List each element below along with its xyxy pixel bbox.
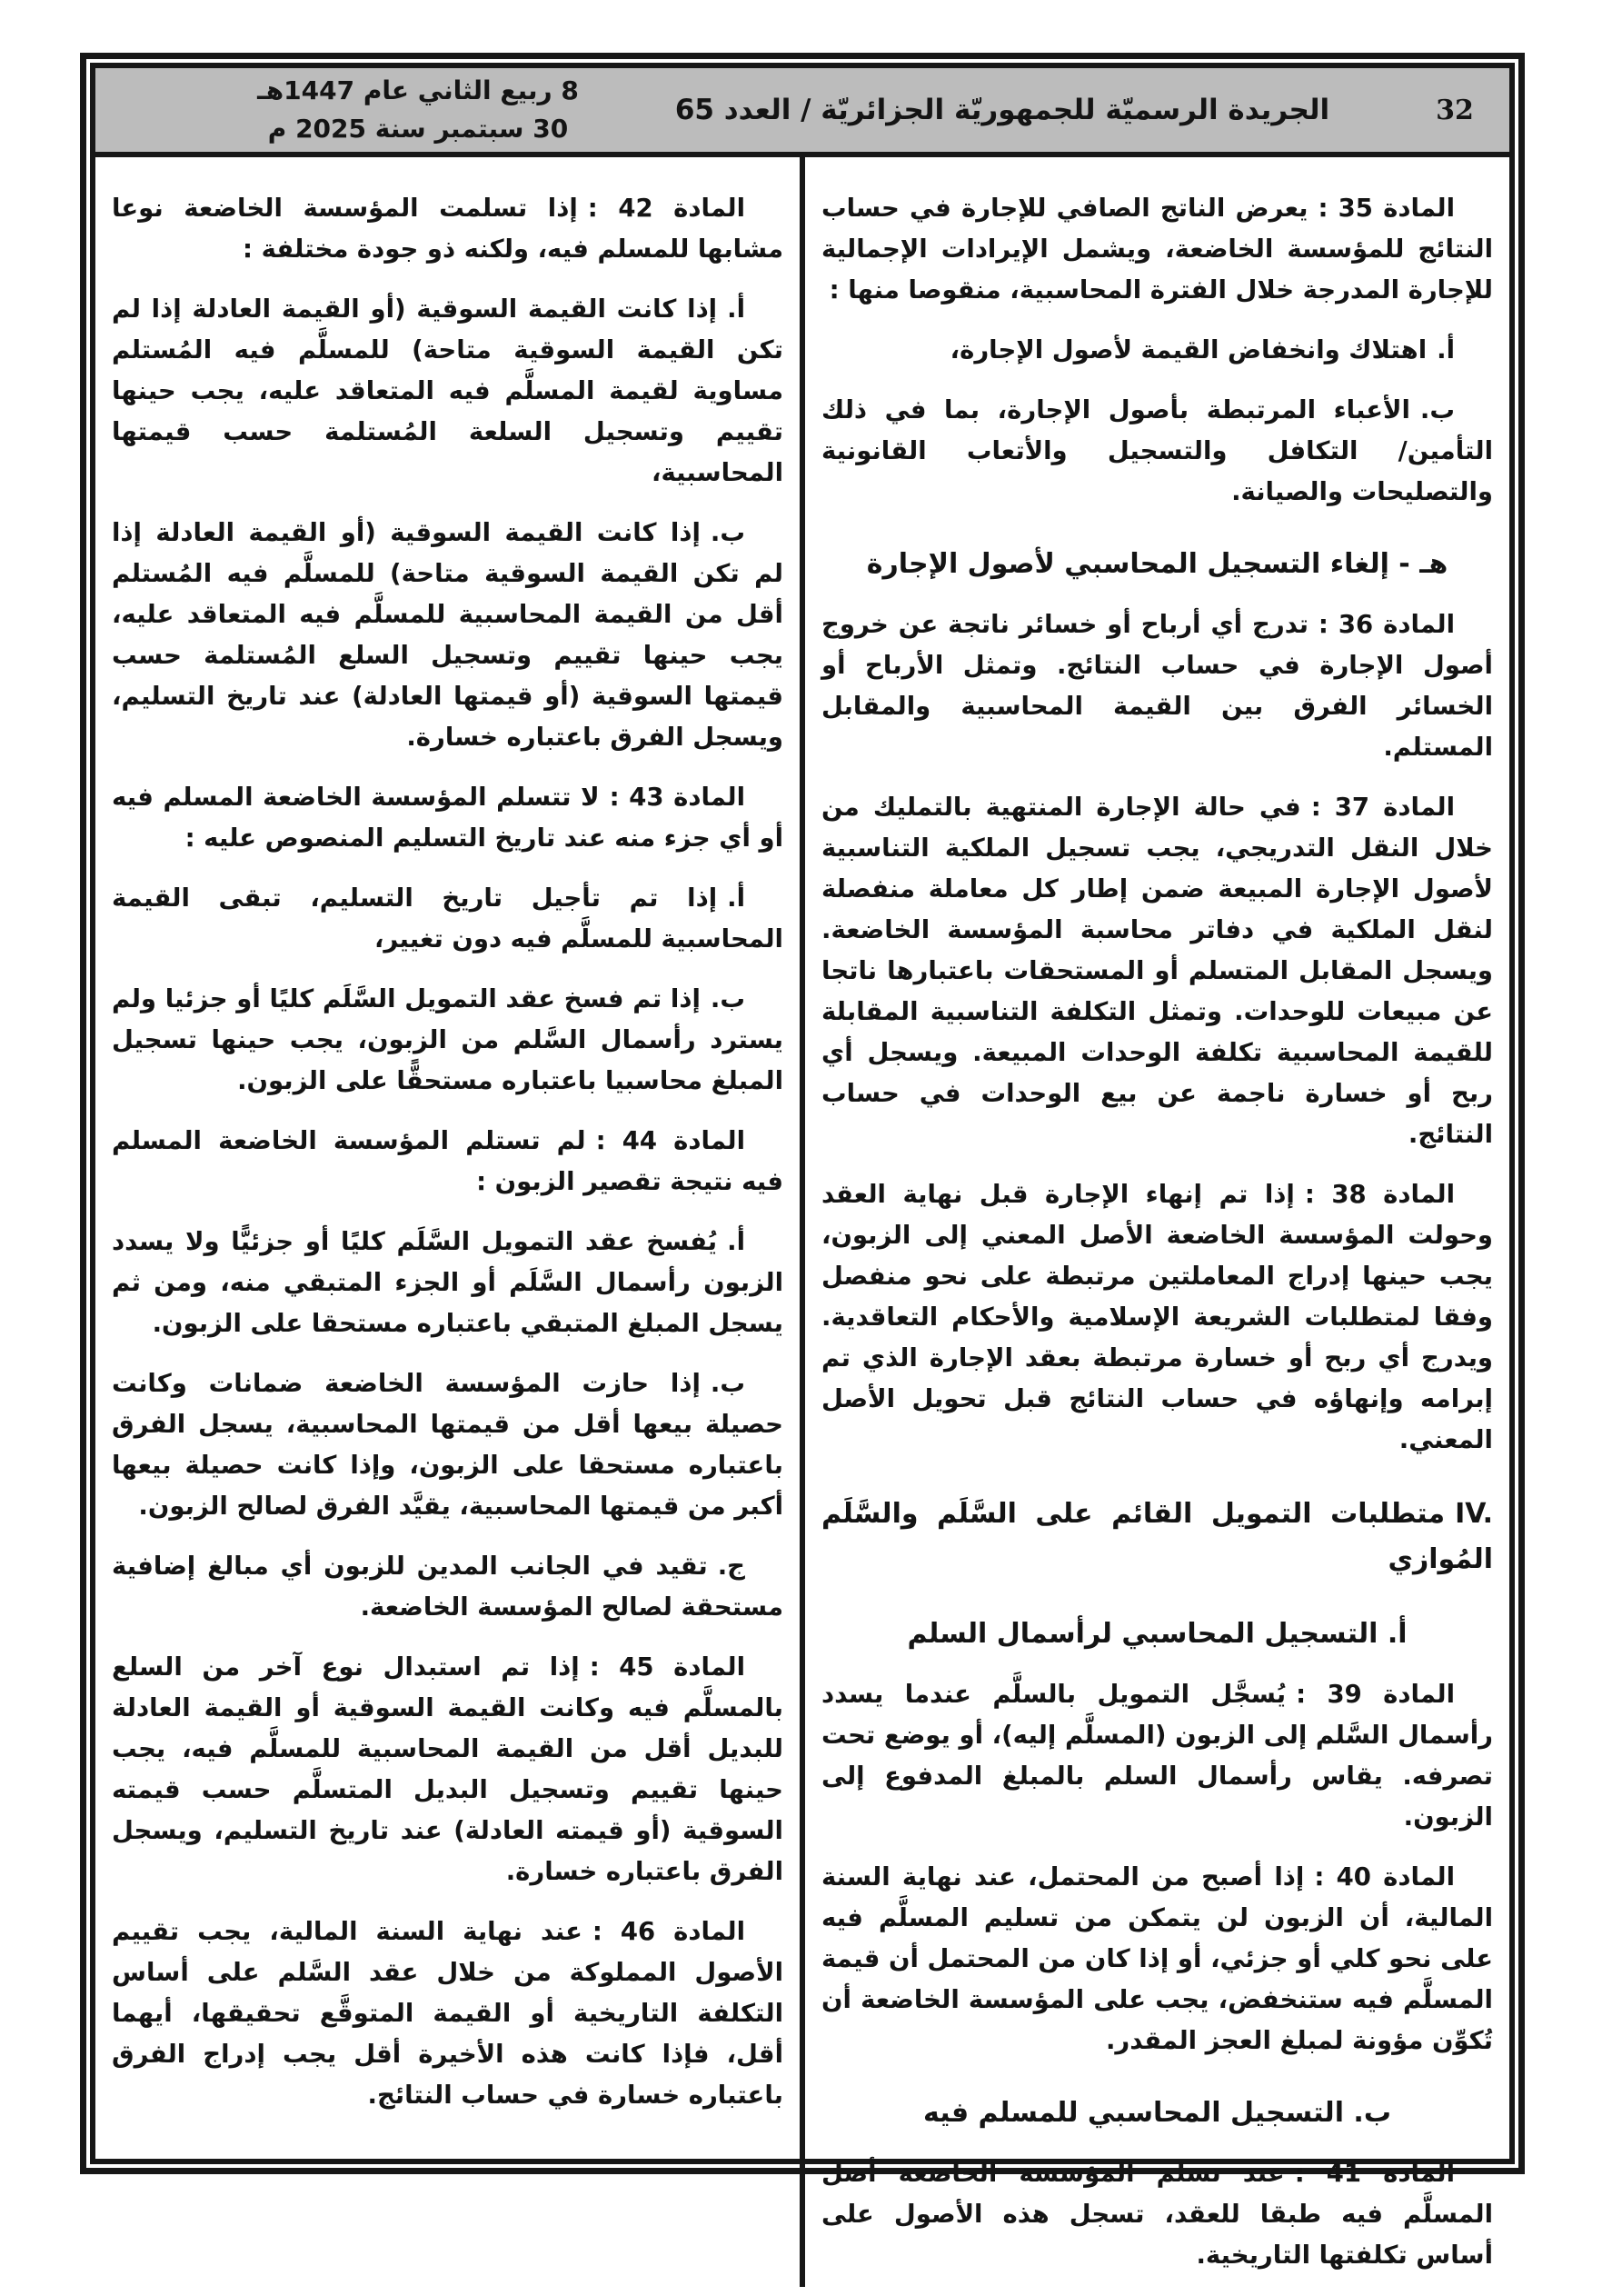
issue-dates: [232, 72, 604, 148]
article-40-label: المادة 40 :: [1314, 1862, 1456, 1892]
article-44-text: لم تستلم المؤسسة الخاضعة المسلم فيه نتيجة تقصير الزبون :: [112, 1126, 783, 1196]
date-gregorian: 30 سبتمبر سنة 2025 م: [267, 114, 569, 144]
item-43-a-text: إذا تم تأجيل تاريخ التسليم، تبقى القيمة المحاسبية للمسلَّم فيه دون تغيير،: [112, 883, 783, 953]
article-43-text: لا تتسلم المؤسسة الخاضعة المسلم فيه أو أي جزء منه عند تاريخ التسليم المنصوص عليه :: [112, 783, 783, 853]
article-39: [821, 1674, 1493, 1838]
item-44-c: [112, 1546, 783, 1628]
article-41-text: عند تسلم المؤسسة الخاضعة أصل المسلَّم فيه طبقا للعقد، تسجل هذه الأصول على أساس تكلفتها التاريخية.: [821, 2159, 1493, 2270]
item-42-a-text: إذا كانت القيمة السوقية (أو القيمة العادلة إذا لم تكن القيمة السوقية متاحة) للمسلَّم فيه المُستلم مساوية لقيمة المسلَّم فيه المتعاقد عليه، يجب حينها تقييم وتسجيل السلعة المُستلمة حسب قيمتها المحاسبية،: [112, 294, 783, 487]
article-36: [821, 604, 1493, 768]
article-39-label: المادة 39 :: [1296, 1680, 1456, 1709]
item-42-a-label: أ.: [727, 294, 745, 324]
article-37-text: في حالة الإجارة المنتهية بالتمليك من خلال النقل التدريجي، يجب تسجيل الملكية التناسبية لأصول الإجارة المبيعة ضمن إطار كل معاملة منفصلة لنقل الملكية في دفاتر محاسبة المؤسسة الخاضعة. ويسجل المقابل المتسلم أو المستحقات باعتبارها ناتجا عن مبيعات للوحدات. وتمثل التكلفة التناسبية المقابلة للقيمة المحاسبية تكلفة الوحدات المبيعة. ويسجل أي ربح أو خسارة ناجمة عن بيع الوحدات في حساب النتائج.: [821, 793, 1493, 1149]
article-45: [112, 1647, 783, 1892]
article-43: [112, 777, 783, 859]
issue-dates-zone: [95, 72, 604, 148]
article-35-text: يعرض الناتج الصافي للإجارة في حساب النتائج للمؤسسة الخاضعة، ويشمل الإيرادات الإجمالية للإجارة المدرجة خلال الفترة المحاسبية، منقوصا منها :: [821, 194, 1493, 304]
item-43-a: [112, 878, 783, 960]
article-35-label: المادة 35 :: [1318, 194, 1456, 223]
inner-frame: [90, 63, 1515, 2270]
section-heading-iv-text: متطلبات التمويل القائم على السَّلَم والسَّلَم المُوازي: [821, 1498, 1493, 1575]
page-number: 32: [1436, 94, 1474, 126]
subsection-heading-a: أ. التسجيل المحاسبي لرأسمال السلم: [907, 1618, 1408, 1650]
article-38: [821, 1174, 1493, 1461]
article-44-label: المادة 44 :: [595, 1126, 746, 1155]
journal-title: الجريدة الرسميّة للجمهوريّة الجزائريّة / العدد 65: [674, 94, 1330, 126]
item-43-b-text: إذا تم فسخ عقد التمويل السَّلَم كليًا أو جزئيا ولم يسترد رأسمال السَّلم من الزبون، يجب حينها تسجيل المبلغ محاسبيا باعتباره مستحقًّا على الزبون.: [112, 984, 783, 1095]
item-b-label: ب.: [1419, 395, 1455, 424]
item-a-label: أ.: [1437, 335, 1455, 364]
item-42-a: [112, 289, 783, 494]
item-43-b: [112, 979, 783, 1102]
page-header: [95, 68, 1509, 157]
column-divider: [800, 157, 805, 2287]
article-42-text: إذا تسلمت المؤسسة الخاضعة نوعا مشابها للمسلم فيه، ولكنه ذو جودة مختلفة :: [112, 194, 783, 264]
article-45-text: إذا تم استبدال نوع آخر من السلع بالمسلَّم فيه وكانت القيمة السوقية أو القيمة العادلة للبديل أقل من القيمة المحاسبية للمسلَّم فيه، يجب حينها تقييم وتسجيل البديل المتسلَّم حسب قيمته السوقية (أو قيمته العادلة) عند تاريخ التسليم، ويسجل الفرق باعتباره خسارة.: [112, 1652, 783, 1886]
page-number-zone: [1400, 95, 1509, 126]
item-44-c-text: تقيد في الجانب المدين للزبون أي مبالغ إضافية مستحقة لصالح المؤسسة الخاضعة.: [112, 1552, 783, 1622]
article-37-label: المادة 37 :: [1310, 793, 1456, 822]
item-43-a-label: أ.: [727, 883, 745, 913]
item-44-a-text: يُفسخ عقد التمويل السَّلَم كليًا أو جزئيًّا ولا يسدد الزبون رأسمال السَّلَم أو الجزء المتبقي منه، ومن ثم يسجل المبلغ المتبقي باعتباره مستحقا على الزبون.: [112, 1227, 783, 1338]
article-42: [112, 188, 783, 270]
column-right: [805, 157, 1509, 2287]
article-36-label: المادة 36 :: [1318, 610, 1455, 639]
item-44-b: [112, 1363, 783, 1527]
article-46-label: المادة 46 :: [592, 1917, 746, 1946]
item-b-text: الأعباء المرتبطة بأصول الإجارة، بما في ذلك التأمين/ التكافل والتسجيل والأتعاب القانونية والتصليحات والصيانة.: [821, 395, 1493, 506]
section-heading-iv: [821, 1492, 1493, 1582]
item-b: [821, 390, 1493, 513]
item-44-b-label: ب.: [710, 1369, 745, 1398]
article-40: [821, 1857, 1493, 2061]
article-38-text: إذا تم إنهاء الإجارة قبل نهاية العقد وحولت المؤسسة الخاضعة الأصل المعني إلى الزبون، يجب حينها إدراج المعاملتين مرتبطة على نحو منفصل وفقا لمتطلبات الشريعة الإسلامية والأحكام التعاقدية. ويدرج أي ربح أو خسارة مرتبطة بعقد الإجارة الذي تم إبرامه وإنهاؤه في حساب النتائج قبل تحويل الأصل المعني.: [821, 1180, 1493, 1454]
article-35: [821, 188, 1493, 311]
item-42-b-text: إذا كانت القيمة السوقية (أو القيمة العادلة إذا لم تكن القيمة السوقية متاحة) للمسلَّم فيه المُستلم أقل من القيمة المحاسبية للمسلَّم فيه المتعاقد عليه، يجب حينها تقييم وتسجيل السلع المُستلمة حسب قيمتها السوقية (أو قيمتها العادلة) عند تاريخ التسليم، ويسجل الفرق باعتباره خسارة.: [112, 518, 783, 752]
article-36-text: تدرج أي أرباح أو خسائر ناتجة عن خروج أصول الإجارة في حساب النتائج. وتمثل الأرباح أو الخسائر الفرق بين القيمة المحاسبية والمقابل المستلم.: [821, 610, 1493, 762]
article-44: [112, 1121, 783, 1203]
article-42-label: المادة 42 :: [587, 194, 746, 223]
article-37: [821, 787, 1493, 1155]
article-46: [112, 1912, 783, 2116]
article-41: [821, 2153, 1493, 2276]
item-44-b-text: إذا حازت المؤسسة الخاضعة ضمانات وكانت حصيلة بيعها أقل من قيمتها المحاسبية، يسجل الفرق باعتباره مستحقا على الزبون، وإذا كانت حصيلة بيعها أكبر من قيمتها المحاسبية، يقيَّد الفرق لصالح الزبون.: [112, 1369, 783, 1521]
article-45-label: المادة 45 :: [589, 1652, 746, 1682]
outer-frame: [80, 53, 1525, 2270]
article-40-text: إذا أصبح من المحتمل، عند نهاية السنة المالية، أن الزبون لن يتمكن من تسليم المسلَّم فيه على نحو كلي أو جزئي، أو إذا كان من المحتمل أن قيمة المسلَّم فيه ستنخفض، يجب على المؤسسة الخاضعة أن تُكوِّن مؤونة لمبلغ العجز المقدر.: [821, 1862, 1493, 2055]
item-44-a-label: أ.: [727, 1227, 745, 1256]
item-42-b-label: ب.: [710, 518, 745, 547]
subsection-heading-b: ب. التسجيل المحاسبي للمسلم فيه: [923, 2097, 1391, 2129]
article-38-label: المادة 38 :: [1304, 1180, 1456, 1209]
item-44-c-label: ج.: [717, 1552, 745, 1581]
roman-numeral-iv: IV.: [1455, 1498, 1493, 1530]
date-hijri: 8 ربيع الثاني عام 1447هـ: [257, 75, 579, 105]
item-42-b: [112, 513, 783, 758]
article-39-text: يُسجَّل التمويل بالسلَّم عندما يسدد رأسمال السَّلم إلى الزبون (المسلَّم إليه)، أو يوضع تحت تصرفه. يقاس رأسمال السلم بالمبلغ المدفوع إلى الزبون.: [821, 1680, 1493, 1832]
section-heading-he: هـ - إلغاء التسجيل المحاسبي لأصول الإجارة: [866, 548, 1448, 580]
column-left: [95, 157, 800, 2287]
article-46-text: عند نهاية السنة المالية، يجب تقييم الأصول المملوكة من خلال عقد السَّلم على أساس التكلفة التاريخية أو القيمة المتوقَّع تحقيقها، أيهما أقل، فإذا كانت هذه الأخيرة أقل يجب إدراج الفرق باعتباره خسارة في حساب النتائج.: [112, 1917, 783, 2110]
article-41-label: المادة 41 :: [1294, 2159, 1456, 2188]
two-column-body: [95, 157, 1509, 2287]
item-a: [821, 330, 1493, 371]
item-44-a: [112, 1222, 783, 1344]
article-43-label: المادة 43 :: [609, 783, 745, 812]
item-43-b-label: ب.: [710, 984, 745, 1013]
item-a-text: اهتلاك وانخفاض القيمة لأصول الإجارة،: [950, 335, 1428, 364]
